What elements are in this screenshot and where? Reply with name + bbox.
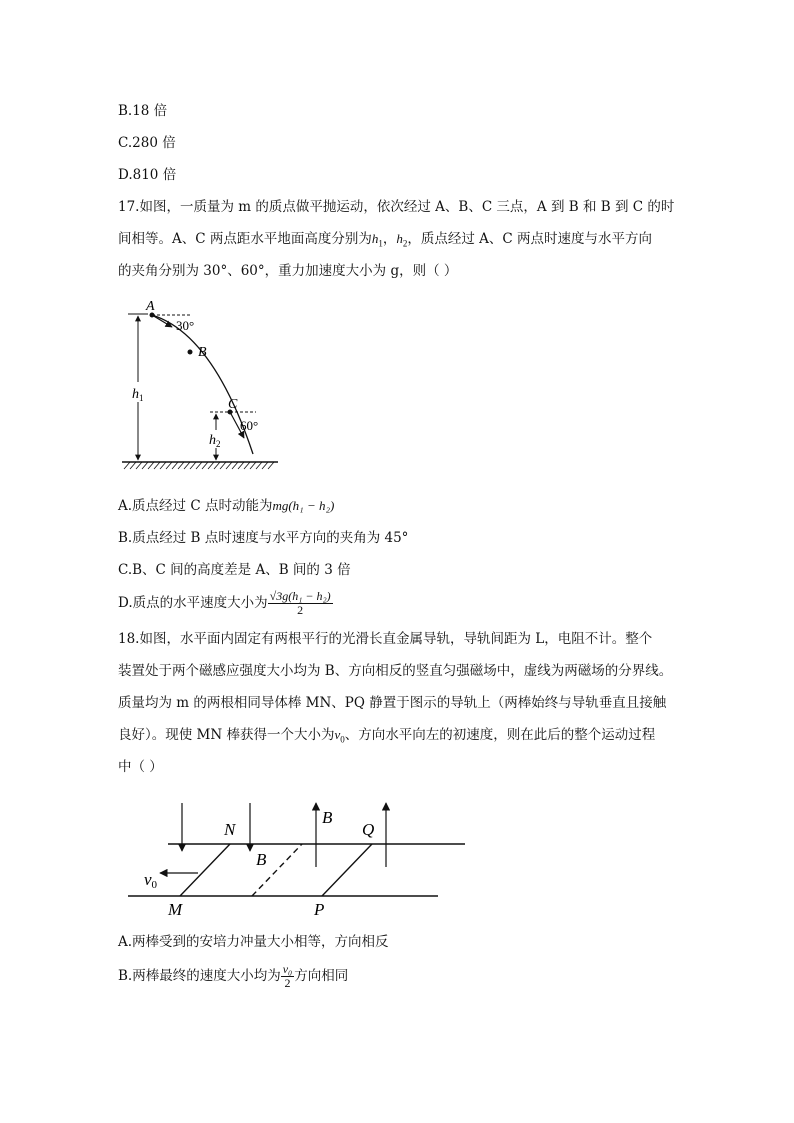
v0-symbol: $v_0$ [334, 727, 345, 745]
point-c-label: C [228, 397, 238, 412]
q16-option-c: C.280 倍 [118, 135, 176, 151]
separator: ， [382, 231, 397, 247]
ground-hatch [124, 462, 274, 469]
q17-option-d [118, 588, 333, 618]
label-b-up: B [322, 808, 333, 827]
point-b-dot [188, 350, 193, 355]
q18-stem-line4 [118, 725, 655, 750]
q17-stem-line3: 的夹角分别为 30°、60°，重力加速度大小为 g，则（ ） [118, 263, 458, 279]
rod-mn [180, 844, 230, 896]
label-b-down: B [256, 850, 267, 869]
q18-stem-line4-text: 良好）。现使 MN 棒获得一个大小为 [118, 727, 335, 743]
label-v0: v0 [144, 870, 158, 891]
q18-option-b [118, 961, 348, 991]
q17-option-a-expr: mg(h₁ − h₂) [272, 498, 335, 513]
q17-stem-line2-text: 间相等。A、C 两点距水平地面高度分别为 [118, 231, 372, 247]
label-m: M [168, 900, 183, 919]
q18-stem-line4-tail: 、方向水平向左的初速度，则在此后的整个运动过程 [344, 727, 656, 743]
rails-figure [120, 795, 470, 920]
label-n: N [224, 820, 236, 839]
q17-option-d-text: D.质点的水平速度大小为 [118, 595, 268, 611]
q17-option-a [118, 496, 334, 516]
point-a-label: A [146, 299, 155, 314]
q17-option-b: B.质点经过 B 点时速度与水平方向的夹角为 45° [118, 530, 409, 546]
q17-option-d-fraction: $\frac{\text{√3g(h₁ − h₂)}}{2}$ [269, 589, 331, 617]
h1-label: $h_1$ [132, 387, 144, 403]
point-b-label: B [198, 345, 207, 360]
q17-option-c: C.B、C 间的高度差是 A、B 间的 3 倍 [118, 562, 351, 578]
label-q: Q [362, 820, 375, 839]
q18-stem-line3: 质量均为 m 的两根相同导体棒 MN、PQ 静置于图示的导轨上（两棒始终与导轨垂直且接触 [118, 695, 667, 711]
q18-stem-line1: 18.如图，水平面内固定有两根平行的光滑长直金属导轨，导轨间距为 L，电阻不计。整个 [118, 631, 653, 647]
h2-label: $h_2$ [209, 433, 221, 449]
h2-symbol: $h_2$ [396, 231, 408, 249]
label-p: P [314, 900, 325, 919]
h1-symbol: $h_1$ [371, 231, 383, 249]
q18-option-a: A.两棒受到的安培力冲量大小相等，方向相反 [118, 934, 389, 950]
q17-stem-line2 [118, 229, 652, 254]
velocity-arrow-a [152, 315, 172, 327]
q18-stem-line2: 装置处于两个磁感应强度大小均为 B、方向相反的竖直匀强磁场中，虚线为两磁场的分界线。 [118, 663, 673, 679]
q16-option-d: D.810 倍 [118, 167, 177, 183]
q18-stem-line5: 中（ ） [118, 759, 163, 775]
q17-stem-line2-tail: ，质点经过 A、C 两点时速度与水平方向 [407, 231, 653, 247]
q18-option-b-text: B.两棒最终的速度大小均为 [118, 968, 281, 984]
trajectory-curve [152, 315, 253, 454]
q18-option-b-fraction: $\frac{\text{v₀}}{2}$ [282, 962, 293, 990]
q16-option-b: B.18 倍 [118, 103, 168, 119]
q17-option-a-text: A.质点经过 C 点时动能为 [118, 498, 273, 514]
q18-option-b-tail: 方向相同 [294, 968, 349, 984]
angle-c-label: 60° [240, 418, 259, 433]
projectile-figure [118, 294, 288, 474]
angle-a-label: 30° [176, 318, 195, 333]
rod-pq [322, 844, 372, 896]
q17-stem-line1: 17.如图，一质量为 m 的质点做平抛运动，依次经过 A、B、C 三点，A 到 B 和 B 到 C 的时 [118, 199, 675, 215]
